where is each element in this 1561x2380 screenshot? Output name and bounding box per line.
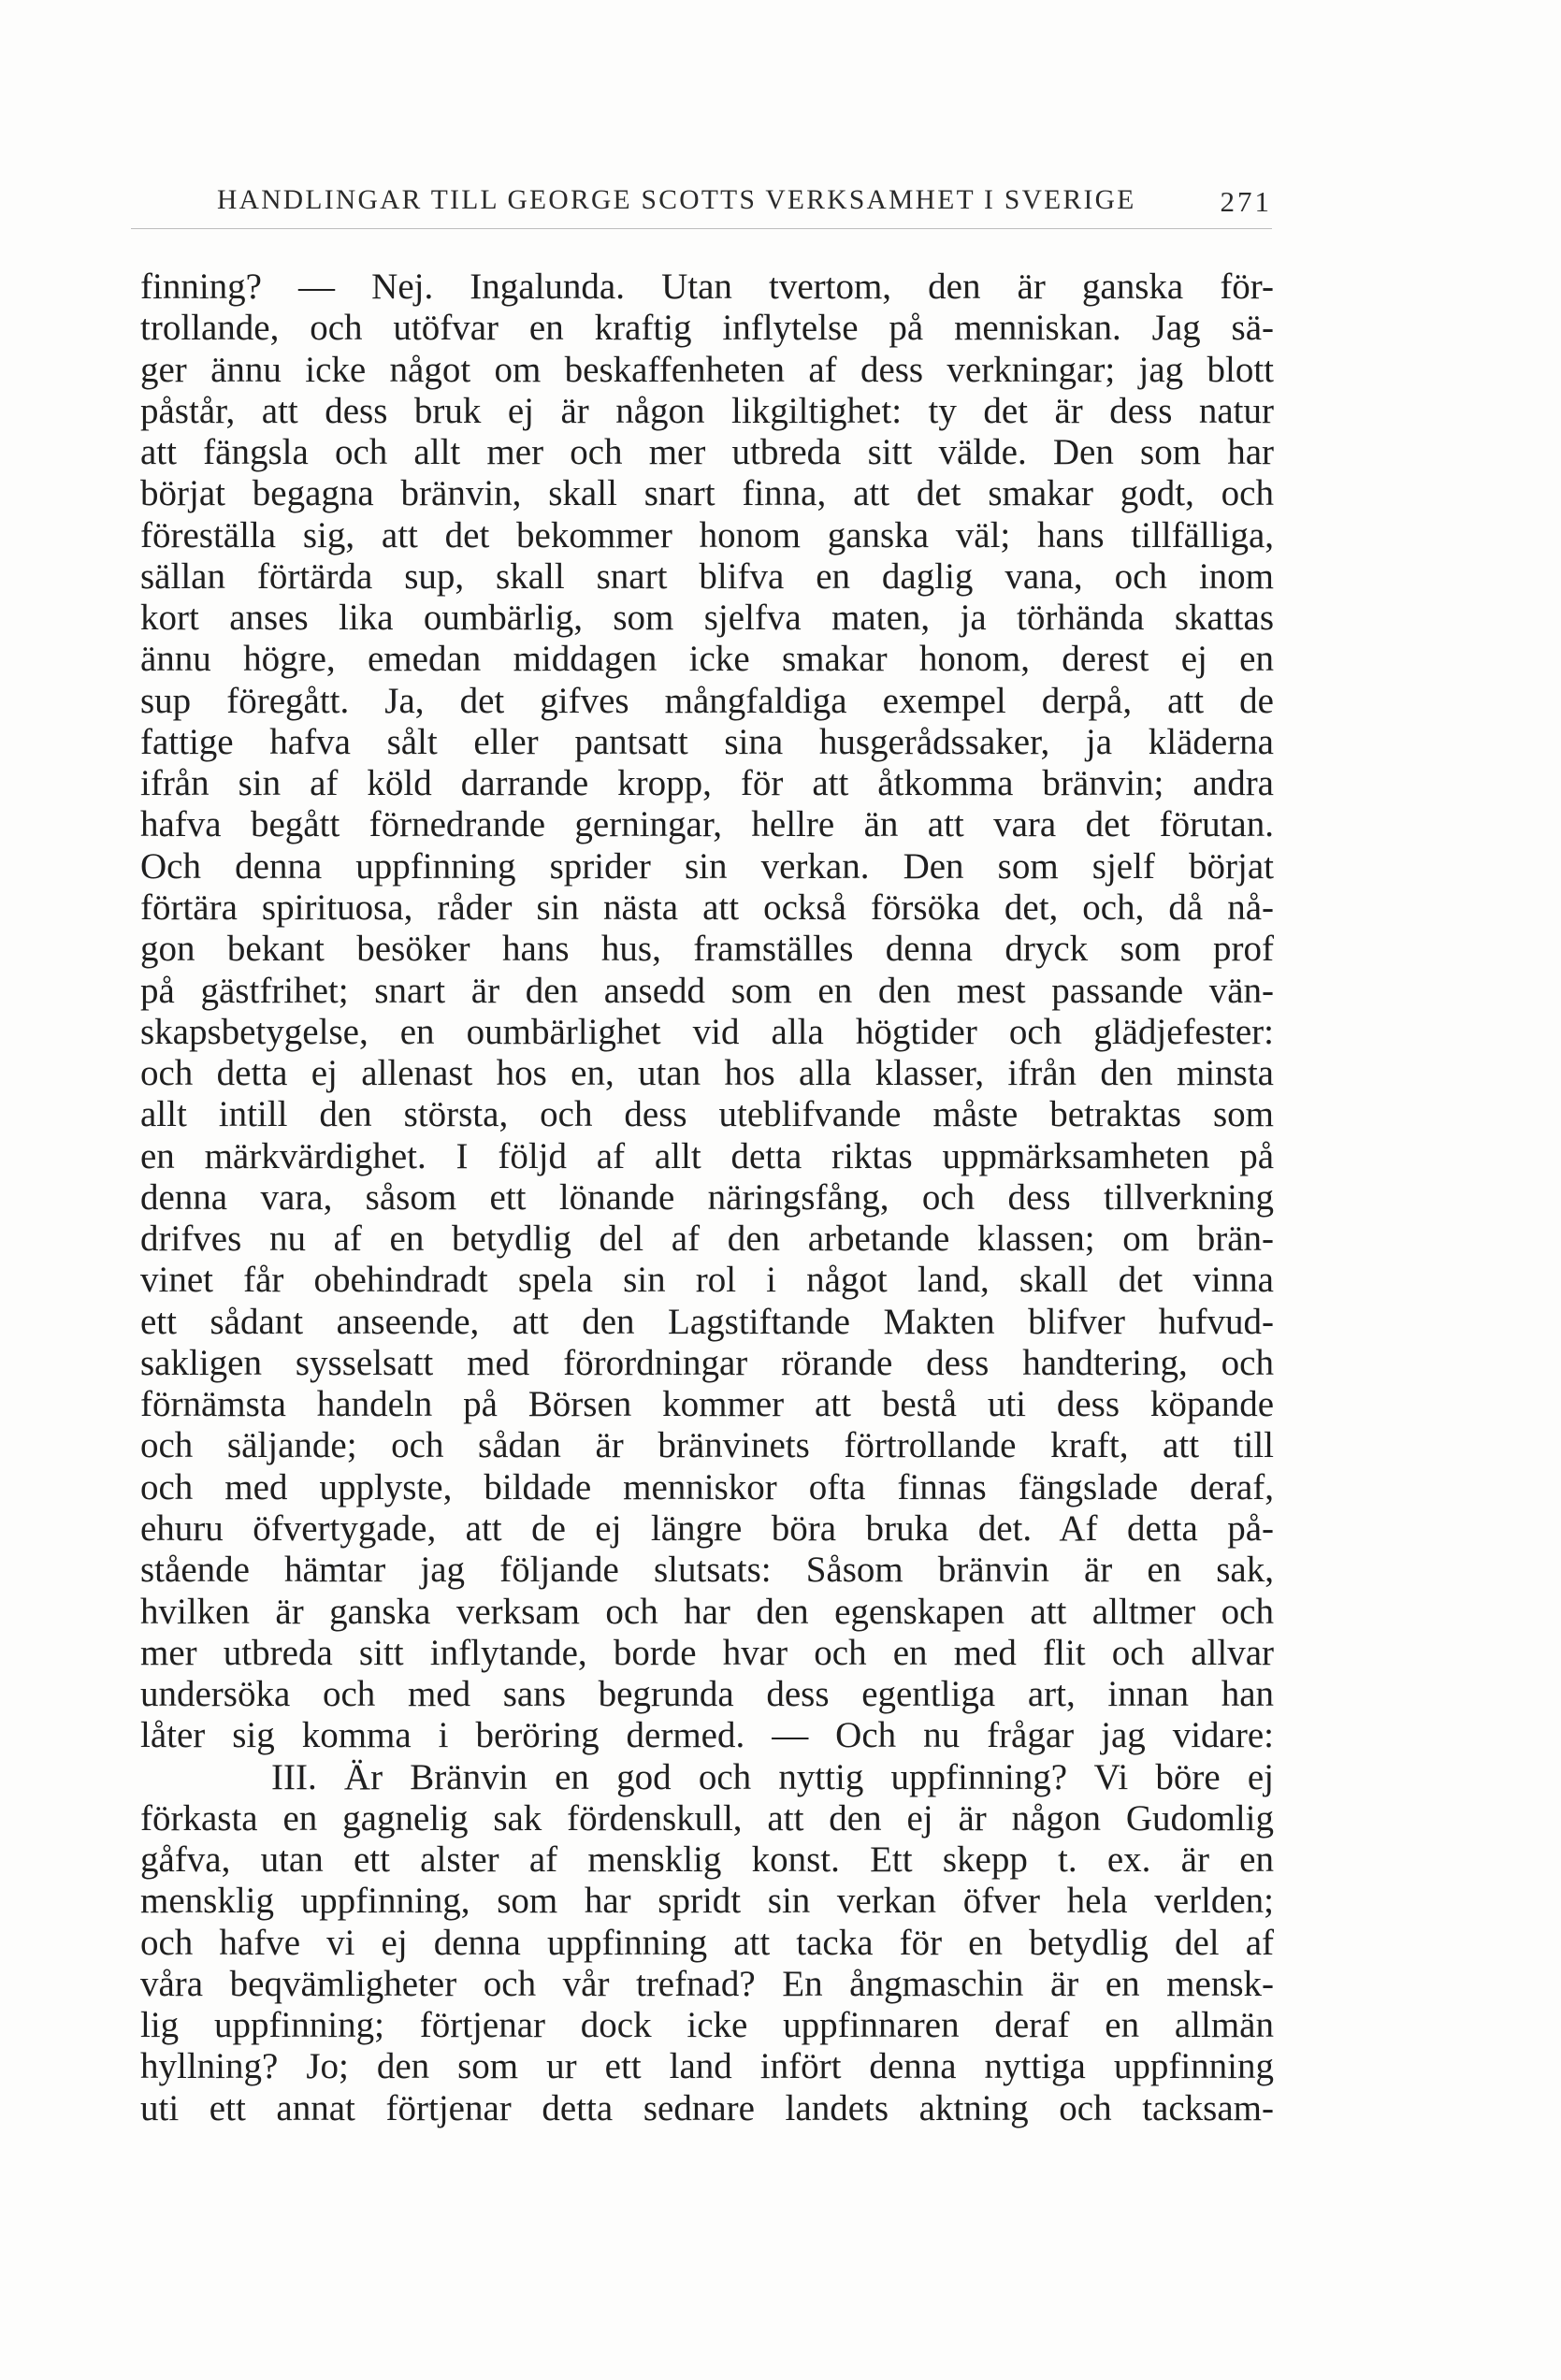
text-line: börjat begagna bränvin, skall snart finna, att det smakar godt, och (140, 473, 1274, 514)
text-line: stående hämtar jag följande slutsats: Såsom bränvin är en sak, (140, 1550, 1274, 1591)
text-line: ger ännu icke något om beskaffenheten af dess verkningar; jag blott (140, 349, 1274, 390)
text-line: drifves nu af en betydlig del af den arbetande klassen; om brän- (140, 1219, 1274, 1260)
text-line: och hafve vi ej denna uppfinning att tacka för en betydlig del af (140, 1922, 1274, 1963)
text-line: förkasta en gagnelig sak fördenskull, att den ej är någon Gudomlig (140, 1797, 1274, 1839)
page-number: 271 (1220, 185, 1272, 218)
text-line: föreställa sig, att det bekommer honom ganska väl; hans tillfälliga, (140, 514, 1274, 555)
text-line: sup föregått. Ja, det gifves mångfaldiga exempel derpå, att de (140, 680, 1274, 721)
text-line: hvilken är ganska verksam och har den egenskapen att alltmer och (140, 1591, 1274, 1632)
text-line: ifrån sin af köld darrande kropp, för att åtkomma bränvin; andra (140, 763, 1274, 804)
text-line: kort anses lika oumbärlig, som sjelfva maten, ja törhända skattas (140, 598, 1274, 639)
text-line: lig uppfinning; förtjenar dock icke uppfinnaren deraf en allmän (140, 2005, 1274, 2046)
text-line: trollande, och utöfvar en kraftig inflytelse på menniskan. Jag sä- (140, 308, 1274, 349)
text-line: hafva begått förnedrande gerningar, hellre än att vara det förutan. (140, 804, 1274, 845)
text-line: finning? — Nej. Ingalunda. Utan tvertom, den är ganska för- (140, 267, 1274, 307)
text-line: gon bekant besöker hans hus, framställes denna dryck som prof (140, 929, 1274, 970)
text-line: våra beqvämligheter och vår trefnad? En ångmaschin är en mensk- (140, 1963, 1274, 2004)
text-line: allt intill den största, och dess uteblifvande måste betraktas som (140, 1094, 1274, 1135)
text-line: ehuru öfvertygade, att de ej längre böra bruka det. Af detta på- (140, 1507, 1274, 1549)
text-line: vinet får obehindradt spela sin rol i något land, skall det vinna (140, 1260, 1274, 1301)
text-line: och med upplyste, bildade menniskor ofta finnas fängslade deraf, (140, 1466, 1274, 1507)
text-line: sakligen sysselsatt med förordningar rörande dess handtering, och (140, 1342, 1274, 1383)
text-line: påstår, att dess bruk ej är någon likgiltighet: ty det är dess natur (140, 390, 1274, 431)
header-rule (131, 228, 1272, 229)
text-line: att fängsla och allt mer och mer utbreda sitt välde. Den som har (140, 432, 1274, 473)
text-line: förnämsta handeln på Börsen kommer att bestå uti dess köpande (140, 1384, 1274, 1425)
text-line: Och denna uppfinning sprider sin verkan. Den som sjelf börjat (140, 845, 1274, 887)
text-line: på gästfrihet; snart är den ansedd som en den mest passande vän- (140, 970, 1274, 1011)
text-line: ännu högre, emedan middagen icke smakar honom, derest ej en (140, 639, 1274, 680)
text-line: hyllning? Jo; den som ur ett land infört denna nyttiga uppfinning (140, 2046, 1274, 2087)
body-text (140, 267, 1274, 2129)
text-line: fattige hafva sålt eller pantsatt sina husgerådssaker, ja kläderna (140, 721, 1274, 762)
text-line: och detta ej allenast hos en, utan hos alla klasser, ifrån den minsta (140, 1053, 1274, 1094)
text-line: sällan förtärda sup, skall snart blifva en daglig vana, och inom (140, 555, 1274, 597)
section-heading-line: III. Är Bränvin en god och nyttig uppfinning? Vi böre ej (271, 1756, 1274, 1797)
text-line: ett sådant anseende, att den Lagstiftande Makten blifver hufvud- (140, 1301, 1274, 1342)
text-line: mer utbreda sitt inflytande, borde hvar och en med flit och allvar (140, 1632, 1274, 1673)
text-line: skapsbetygelse, en oumbärlighet vid alla högtider och glädjefester: (140, 1011, 1274, 1052)
running-head (217, 185, 1272, 232)
text-line: mensklig uppfinning, som har spridt sin verkan öfver hela verlden; (140, 1881, 1274, 1922)
text-line: undersöka och med sans begrunda dess egentliga art, innan han (140, 1674, 1274, 1715)
text-line: låter sig komma i beröring dermed. — Och nu frågar jag vidare: (140, 1715, 1274, 1756)
text-line: uti ett annat förtjenar detta sednare landets aktning och tacksam- (140, 2087, 1274, 2128)
text-line: och säljande; och sådan är bränvinets förtrollande kraft, att till (140, 1425, 1274, 1466)
running-head-title: HANDLINGAR TILL GEORGE SCOTTS VERKSAMHET I SVERIGE (217, 185, 1136, 215)
text-line: en märkvärdighet. I följd af allt detta riktas uppmärksamheten på (140, 1135, 1274, 1176)
text-line: gåfva, utan ett alster af mensklig konst. Ett skepp t. ex. är en (140, 1839, 1274, 1881)
text-line: denna vara, såsom ett lönande näringsfång, och dess tillverkning (140, 1176, 1274, 1218)
text-line: förtära spirituosa, råder sin nästa att också försöka det, och, då nå- (140, 887, 1274, 928)
